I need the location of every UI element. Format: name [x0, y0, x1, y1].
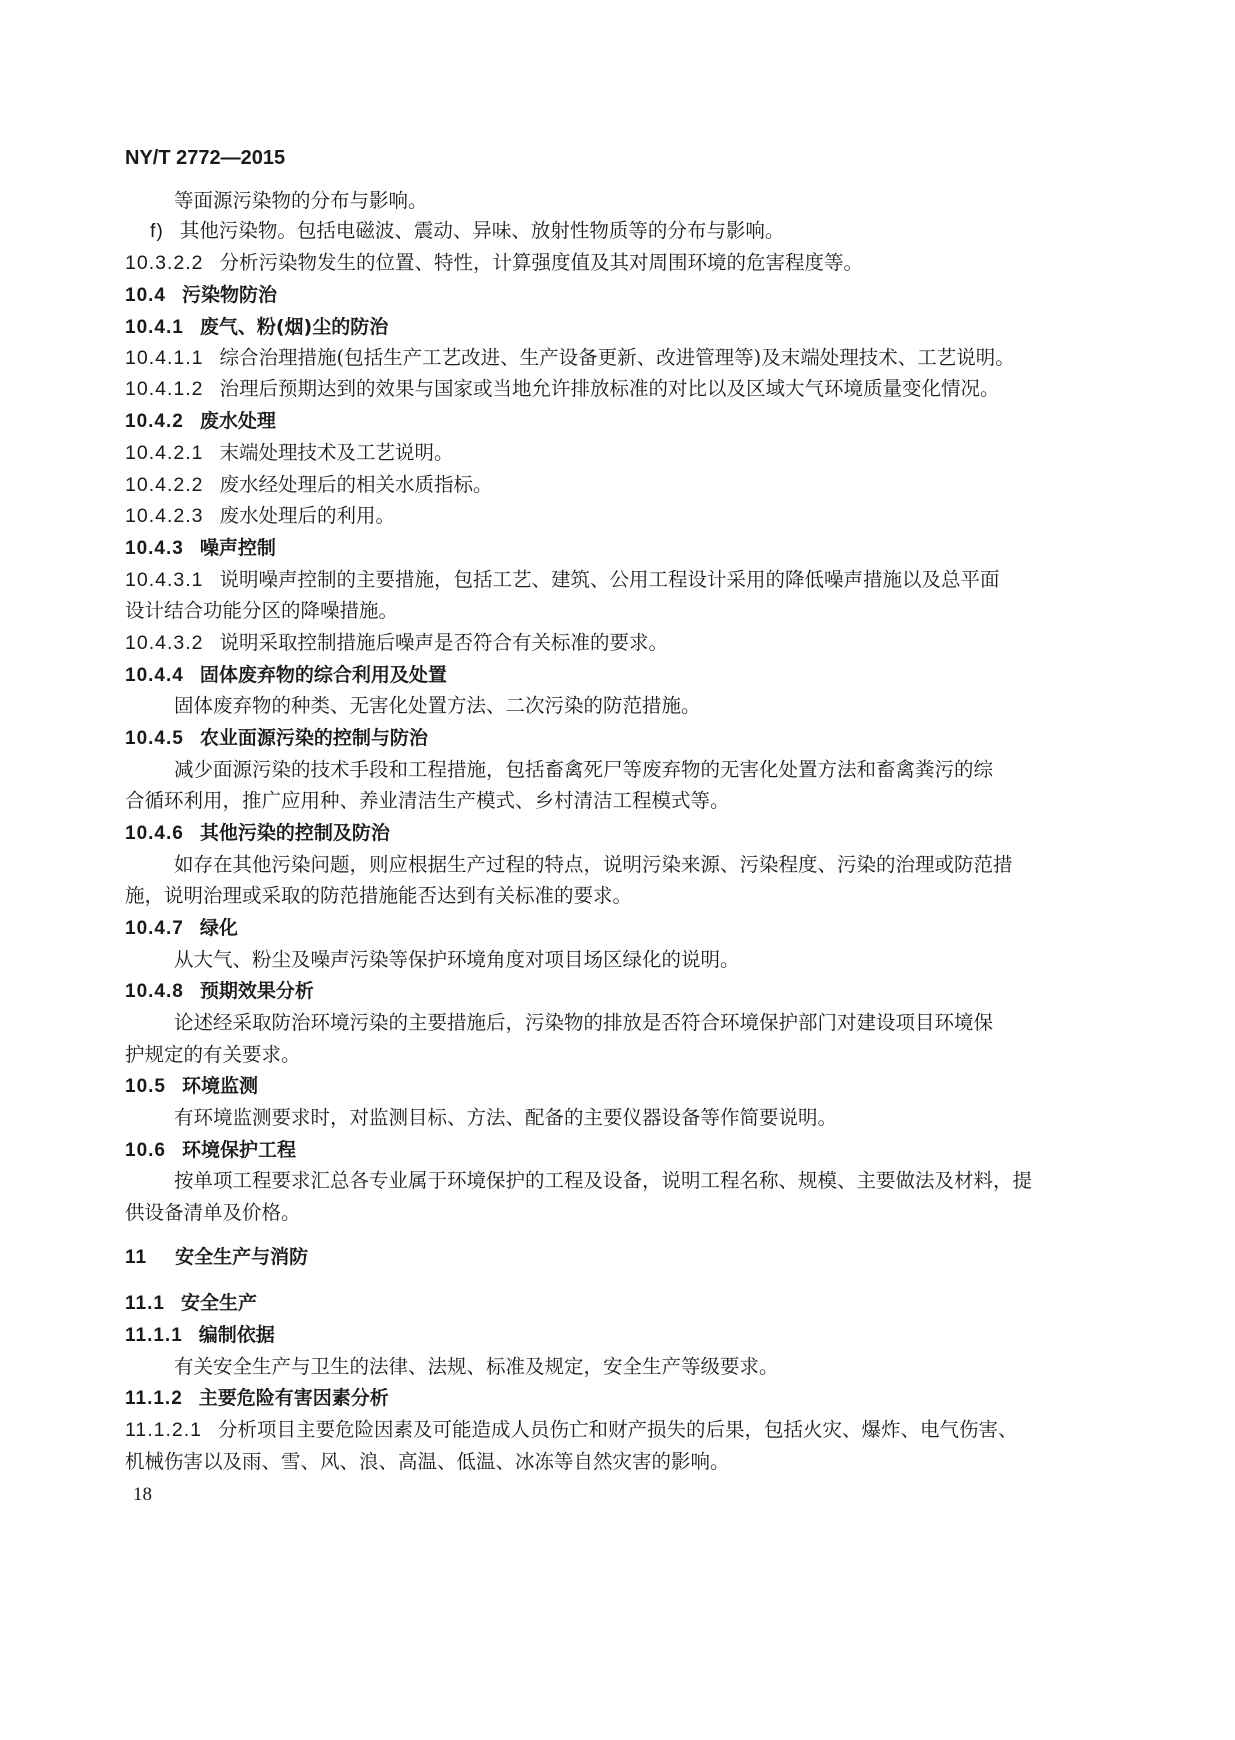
clause-number: 10.4.6: [125, 823, 184, 844]
heading-text: 编制依据: [198, 1324, 275, 1346]
clause-line: [125, 436, 1125, 470]
clause-number: 10.4.8: [125, 981, 184, 1002]
clause-number: 10.4.4: [125, 665, 184, 686]
body-line: [174, 689, 1174, 723]
line-text: 有环境监测要求时，对监测目标、方法、配备的主要仪器设备等作简要说明。: [174, 1106, 838, 1129]
body-line: [174, 184, 1174, 218]
line-text: 固体废弃物的种类、无害化处置方法、二次污染的防范措施。: [174, 694, 701, 717]
section-heading: [125, 1286, 1125, 1320]
line-text: 末端处理技术及工艺说明。: [219, 441, 454, 464]
clause-line: [125, 468, 1125, 502]
clause-number: 10.4.3.2: [125, 632, 204, 654]
clause-number: 10.4.1.2: [125, 378, 204, 400]
clause-number: 10.4.2: [125, 411, 184, 432]
body-line: [174, 1101, 1174, 1135]
line-text: 治理后预期达到的效果与国家或当地允许排放标准的对比以及区域大气环境质量变化情况。: [219, 377, 1000, 400]
page-number: 18: [133, 1484, 152, 1505]
clause-number: 10.4.2.1: [125, 442, 204, 464]
heading-text: 污染物防治: [181, 284, 277, 306]
clause-line: [125, 246, 1175, 280]
line-text: 废水处理后的利用。: [219, 504, 395, 527]
section-heading: [125, 1318, 1125, 1352]
line-text: 施，说明治理或采取的防范措施能否达到有关标准的要求。: [125, 884, 633, 907]
clause-line: [125, 499, 1125, 533]
line-text: 有关安全生产与卫生的法律、法规、标准及规定，安全生产等级要求。: [174, 1355, 779, 1378]
clause-number: 11: [125, 1247, 148, 1268]
clause-number: 11.1: [125, 1293, 165, 1314]
heading-text: 废水处理: [199, 410, 276, 432]
clause-line: [125, 626, 1125, 660]
body-line: [174, 1350, 1174, 1384]
heading-text: 废气、粉(烟)尘的防治: [199, 316, 389, 338]
body-line: [125, 784, 1125, 818]
line-text: 从大气、粉尘及噪声污染等保护环境角度对项目场区绿化的说明。: [174, 948, 740, 971]
heading-text: 农业面源污染的控制与防治: [199, 727, 428, 749]
section-heading: [125, 1133, 1125, 1167]
section-heading: [125, 531, 1125, 565]
clause-number: 10.4.5: [125, 728, 184, 749]
standard-code: NY/T 2772—2015: [125, 147, 286, 169]
section-heading: [125, 721, 1125, 755]
body-line: [174, 943, 1174, 977]
item-marker: f): [150, 220, 164, 242]
body-line: [174, 753, 1224, 787]
line-text: 如存在其他污染问题，则应根据生产过程的特点，说明污染来源、污染程度、污染的治理或防范措: [174, 853, 1013, 876]
line-text: 说明噪声控制的主要措施，包括工艺、建筑、公用工程设计采用的降低噪声措施以及总平面: [219, 568, 1000, 591]
clause-line: [125, 1413, 1225, 1447]
section-heading: [125, 278, 1125, 312]
clause-number: 10.4.1: [125, 317, 184, 338]
line-text: 机械伤害以及雨、雪、风、浪、高温、低温、冰冻等自然灾害的影响。: [125, 1450, 730, 1473]
body-line: [125, 594, 1125, 628]
heading-text: 预期效果分析: [199, 980, 314, 1002]
clause-number: 10.4.3.1: [125, 569, 204, 591]
line-text: 供设备清单及价格。: [125, 1201, 301, 1224]
clause-number: 10.4.1.1: [125, 347, 204, 369]
heading-text: 主要危险有害因素分析: [198, 1387, 389, 1409]
line-text: 分析污染物发生的位置、特性，计算强度值及其对周围环境的危害程度等。: [219, 251, 863, 274]
heading-text: 绿化: [199, 917, 238, 939]
heading-text: 安全生产: [180, 1292, 257, 1314]
clause-number: 10.4.2.2: [125, 474, 204, 496]
clause-number: 11.1.1: [125, 1325, 183, 1346]
section-heading: [125, 911, 1125, 945]
section-heading: [125, 310, 1125, 344]
heading-text: 噪声控制: [199, 537, 276, 559]
body-line: [125, 1445, 1125, 1479]
line-text: 分析项目主要危险因素及可能造成人员伤亡和财产损失的后果，包括火灾、爆炸、电气伤害、: [218, 1418, 1018, 1441]
body-line: [174, 848, 1224, 882]
clause-number: 10.4.3: [125, 538, 184, 559]
chapter-heading: [125, 1240, 1125, 1274]
heading-text: 安全生产与消防: [175, 1246, 309, 1268]
heading-text: 固体废弃物的综合利用及处置: [199, 664, 447, 686]
clause-number: 10.4.7: [125, 918, 184, 939]
body-line: [125, 1196, 1125, 1230]
list-item: [150, 214, 1150, 248]
clause-number: 10.3.2.2: [125, 252, 204, 274]
line-text: 按单项工程要求汇总各专业属于环境保护的工程及设备，说明工程名称、规模、主要做法及材料，提: [174, 1169, 1033, 1192]
clause-line: [125, 372, 1225, 406]
body-line: [174, 1164, 1224, 1198]
clause-number: 10.5: [125, 1076, 166, 1097]
body-line: [125, 879, 1125, 913]
line-text: 其他污染物。包括电磁波、震动、异味、放射性物质等的分布与影响。: [179, 219, 785, 242]
line-text: 等面源污染物的分布与影响。: [174, 189, 428, 212]
clause-line: [125, 563, 1225, 597]
section-heading: [125, 404, 1125, 438]
heading-text: 环境保护工程: [181, 1139, 296, 1161]
line-text: 论述经采取防治环境污染的主要措施后，污染物的排放是否符合环境保护部门对建设项目环境保: [174, 1011, 994, 1034]
clause-number: 11.1.2: [125, 1388, 183, 1409]
clause-number: 10.4.2.3: [125, 505, 204, 527]
section-heading: [125, 816, 1125, 850]
clause-line: [125, 341, 1225, 375]
clause-number: 11.1.2.1: [125, 1419, 203, 1441]
body-line: [174, 1006, 1224, 1040]
section-heading: [125, 1381, 1125, 1415]
heading-text: 环境监测: [181, 1075, 258, 1097]
section-heading: [125, 658, 1125, 692]
clause-number: 10.4: [125, 285, 166, 306]
line-text: 护规定的有关要求。: [125, 1043, 301, 1066]
line-text: 综合治理措施(包括生产工艺改进、生产设备更新、改进管理等)及末端处理技术、工艺说明。: [219, 346, 1015, 369]
body-line: [125, 1038, 1125, 1072]
line-text: 废水经处理后的相关水质指标。: [219, 473, 493, 496]
section-heading: [125, 1069, 1125, 1103]
line-text: 说明采取控制措施后噪声是否符合有关标准的要求。: [219, 631, 668, 654]
clause-number: 10.6: [125, 1140, 166, 1161]
section-heading: [125, 974, 1125, 1008]
line-text: 设计结合功能分区的降噪措施。: [125, 599, 399, 622]
line-text: 减少面源污染的技术手段和工程措施，包括畜禽死尸等废弃物的无害化处置方法和畜禽粪污的综: [174, 758, 994, 781]
heading-text: 其他污染的控制及防治: [199, 822, 390, 844]
line-text: 合循环利用，推广应用种、养业清洁生产模式、乡村清洁工程模式等。: [125, 789, 730, 812]
